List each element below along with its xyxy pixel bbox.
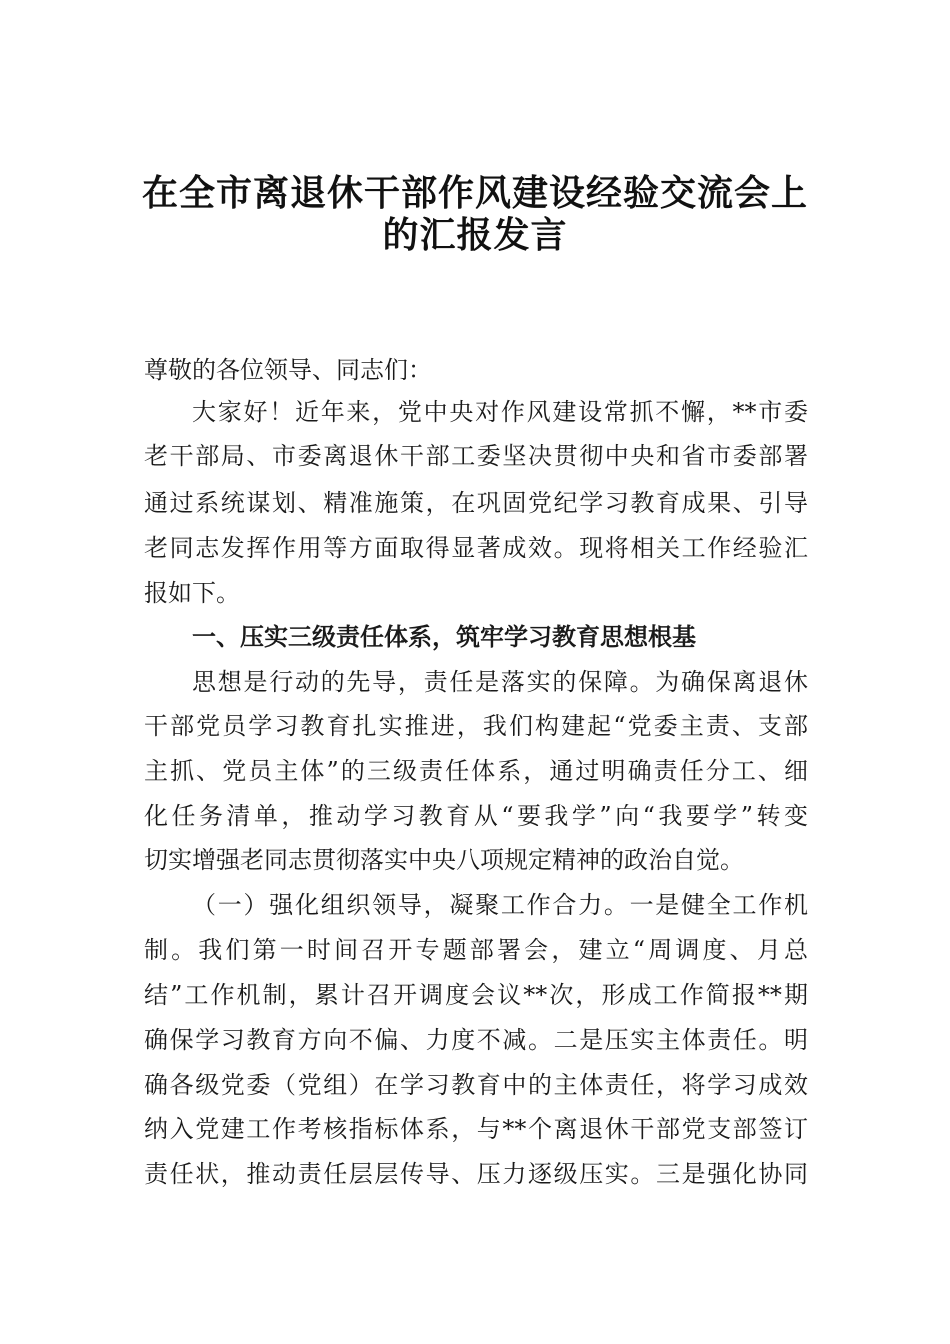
section-heading: 一、压实三级责任体系，筑牢学习教育思想根基 [192,622,696,651]
body-line: 制。我们第一时间召开专题部署会，建立“周调度、月总 [144,936,808,964]
body-line: 主抓、党员主体”的三级责任体系，通过明确责任分工、细 [144,757,808,785]
body-line: 确保学习教育方向不偏、力度不减。二是压实主体责任。明 [144,1026,808,1054]
body-line: 切实增强老同志贯彻落实中央八项规定精神的政治自觉。 [144,846,744,874]
document-title-line-1: 在全市离退休干部作风建设经验交流会上 [141,172,808,214]
body-line: 干部党员学习教育扎实推进，我们构建起“党委主责、支部 [144,712,808,740]
body-line: 老同志发挥作用等方面取得显著成效。现将相关工作经验汇 [144,534,808,562]
salutation: 尊敬的各位领导、同志们： [144,356,432,384]
body-line: （一）强化组织领导，凝聚工作合力。一是健全工作机 [192,891,808,919]
body-line: 责任状，推动责任层层传导、压力逐级压实。三是强化协同 [144,1160,808,1188]
body-line: 纳入党建工作考核指标体系，与**个离退休干部党支部签订 [144,1115,808,1143]
body-line: 报如下。 [144,579,240,607]
document-title-line-2: 的汇报发言 [382,214,568,256]
body-line: 大家好！近年来，党中央对作风建设常抓不懈，**市委 [192,398,808,426]
body-line: 结”工作机制，累计召开调度会议**次，形成工作简报**期 [144,981,808,1009]
body-line: 确各级党委（党组）在学习教育中的主体责任，将学习成效 [144,1071,808,1099]
body-line: 通过系统谋划、精准施策，在巩固党纪学习教育成果、引导 [144,489,808,517]
body-line: 化任务清单，推动学习教育从“要我学”向“我要学”转变 [144,802,808,830]
body-line: 思想是行动的先导，责任是落实的保障。为确保离退休 [192,668,808,696]
body-line: 老干部局、市委离退休干部工委坚决贯彻中央和省市委部署 [144,442,808,470]
